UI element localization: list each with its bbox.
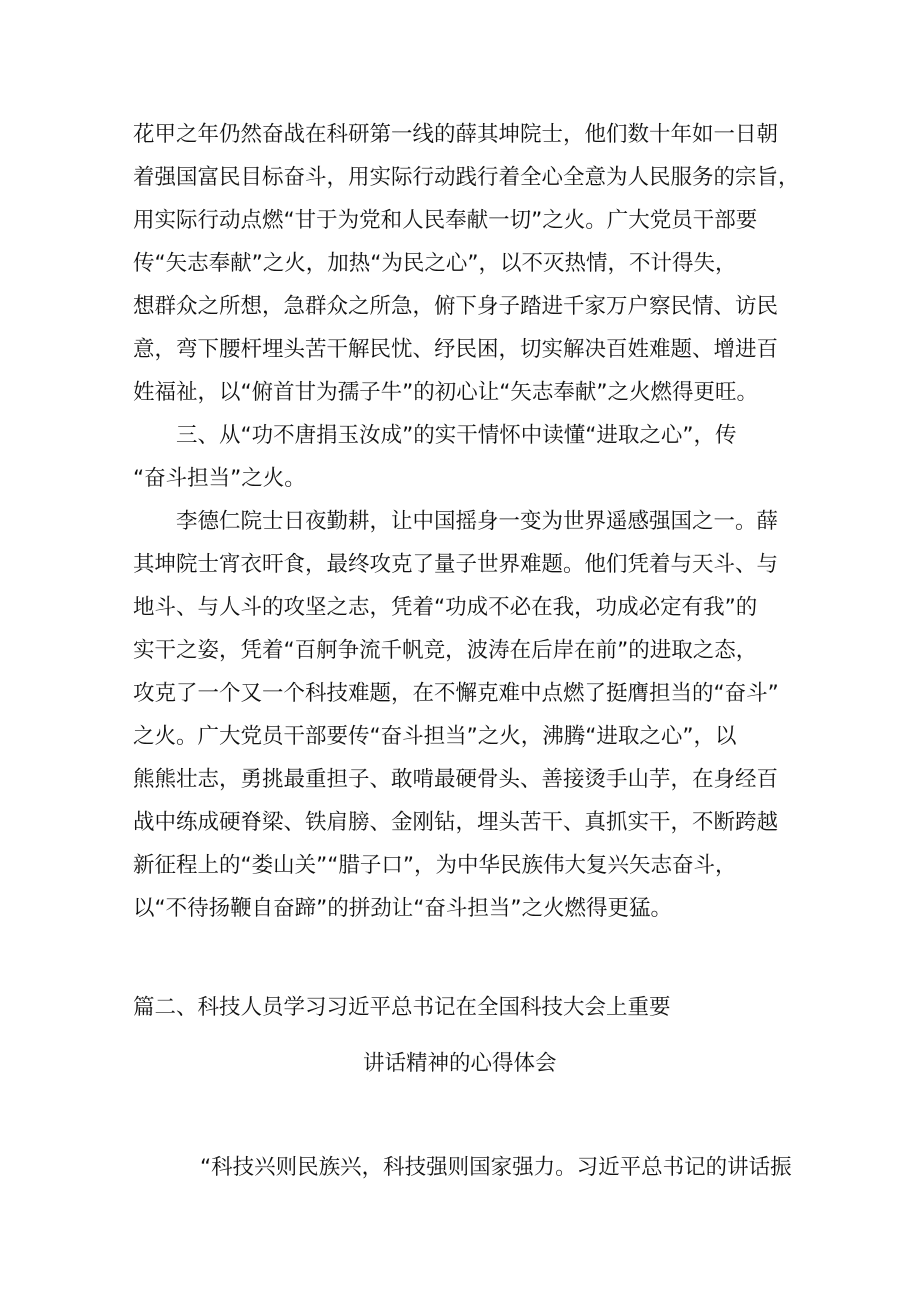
text-line: 以“不待扬鞭自奋蹄”的拼劲让“奋斗担当”之火燃得更猛。 (133, 896, 673, 921)
text-line: 地斗、与人斗的攻坚之志，凭着“功成不必在我，功成必定有我”的 (133, 595, 758, 620)
text-line: 姓福祉，以“俯首甘为孺子牛”的初心让“矢志奉献”之火燃得更旺。 (133, 380, 759, 405)
section-title-line: “奋斗担当”之火。 (133, 466, 306, 491)
text-line: 之火。广大党员干部要传“奋斗担当”之火，沸腾“进取之心”，以 (133, 724, 737, 749)
text-line: 李德仁院士日夜勤耕，让中国摇身一变为世界遥感强国之一。薛 (176, 509, 779, 534)
text-line: 其坤院士宵衣旰食，最终攻克了量子世界难题。他们凭着与天斗、与 (133, 552, 779, 577)
text-line: 意，弯下腰杆埋头苦干解民忧、纾民困，切实解决百姓难题、增进百 (133, 337, 779, 362)
text-line: 新征程上的“娄山关”“腊子口”，为中华民族伟大复兴矢志奋斗， (133, 853, 737, 878)
text-line: 用实际行动点燃“甘于为党和人民奉献一切”之火。广大党员干部要 (133, 208, 758, 233)
text-line: 攻克了一个又一个科技难题，在不懈克难中点燃了挺膺担当的“奋斗” (133, 681, 779, 706)
text-line: 花甲之年仍然奋战在科研第一线的薛其坤院士，他们数十年如一日朝 (133, 122, 779, 147)
text-line: 着强国富民目标奋斗，用实际行动践行着全心全意为人民服务的宗旨， (133, 165, 800, 190)
section-title-line: 三、从“功不唐捐玉汝成”的实干情怀中读懂“进取之心”，传 (176, 423, 737, 448)
text-line: 想群众之所想，急群众之所急，俯下身子踏进千家万户察民情、访民 (133, 294, 779, 319)
text-line: 实干之姿，凭着“百舸争流千帆竞，波涛在后岸在前”的进取之态， (133, 638, 758, 663)
text-line: 熊熊壮志，勇挑最重担子、敢啃最硬骨头、善接烫手山芋，在身经百 (133, 767, 779, 792)
text-line: 传“矢志奉献”之火，加热“为民之心”，以不灭热情，不计得失， (133, 251, 737, 276)
text-line: “科技兴则民族兴，科技强则国家强力。习近平总书记的讲话振 (200, 1155, 792, 1180)
text-line: 战中练成硬脊梁、铁肩膀、金刚钻，埋头苦干、真抓实干，不断跨越 (133, 810, 779, 835)
chapter-title: 篇二、科技人员学习习近平总书记在全国科技大会上重要 (133, 995, 671, 1020)
chapter-subtitle: 讲话精神的心得体会 (363, 1051, 557, 1076)
